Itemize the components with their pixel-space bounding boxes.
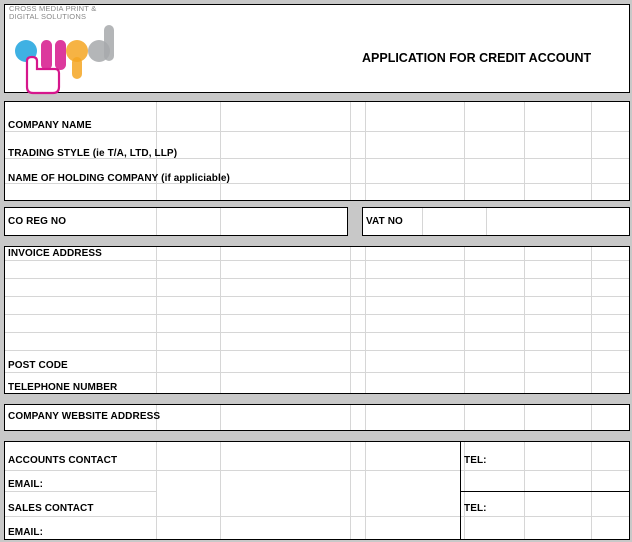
address-section xyxy=(4,246,630,394)
co-reg-section xyxy=(4,207,348,236)
co-reg-no-field[interactable] xyxy=(85,208,347,235)
accounts-contact-field[interactable] xyxy=(156,442,460,470)
invoice-address-field[interactable] xyxy=(156,247,629,350)
accounts-tel-field[interactable] xyxy=(500,442,629,470)
telephone-number-field[interactable] xyxy=(156,372,629,393)
form-header xyxy=(4,4,630,93)
vat-no-field[interactable] xyxy=(423,208,629,235)
accounts-email-label: EMAIL: xyxy=(8,479,44,490)
telephone-number-label: TELEPHONE NUMBER xyxy=(8,382,118,393)
accounts-email-field[interactable] xyxy=(156,470,460,491)
company-name-label: COMPANY NAME xyxy=(8,120,92,131)
sales-email-label: EMAIL: xyxy=(8,527,44,538)
post-code-field[interactable] xyxy=(156,350,629,372)
logo-line-1: CROSS MEDIA PRINT & xyxy=(9,4,97,13)
holding-company-field[interactable] xyxy=(227,158,629,183)
accounts-tel-label: TEL: xyxy=(464,455,487,466)
website-section xyxy=(4,404,630,431)
sales-tel-label: TEL: xyxy=(464,503,487,514)
company-website-label: COMPANY WEBSITE ADDRESS xyxy=(8,411,161,422)
trading-style-field[interactable] xyxy=(156,131,629,158)
invoice-address-label: INVOICE ADDRESS xyxy=(8,248,102,259)
contacts-section xyxy=(4,441,630,540)
sales-tel-field[interactable] xyxy=(500,491,629,516)
page-title: APPLICATION FOR CREDIT ACCOUNT xyxy=(362,51,592,65)
vat-section xyxy=(362,207,630,236)
company-name-field[interactable] xyxy=(156,102,629,131)
vat-no-label: VAT NO xyxy=(366,216,403,227)
holding-company-label: NAME OF HOLDING COMPANY (if appliciable) xyxy=(8,173,230,184)
company-logo xyxy=(9,4,119,95)
sales-contact-label: SALES CONTACT xyxy=(8,503,94,514)
logo-line-2: DIGITAL SOLUTIONS xyxy=(9,12,87,21)
trading-style-label: TRADING STYLE (ie T/A, LTD, LLP) xyxy=(8,148,178,159)
company-section xyxy=(4,101,630,201)
sales-email-field[interactable] xyxy=(156,516,460,539)
sales-contact-field[interactable] xyxy=(156,491,460,516)
company-website-field[interactable] xyxy=(180,405,629,430)
co-reg-no-label: CO REG NO xyxy=(8,216,67,227)
accounts-contact-label: ACCOUNTS CONTACT xyxy=(8,455,118,466)
post-code-label: POST CODE xyxy=(8,360,68,371)
